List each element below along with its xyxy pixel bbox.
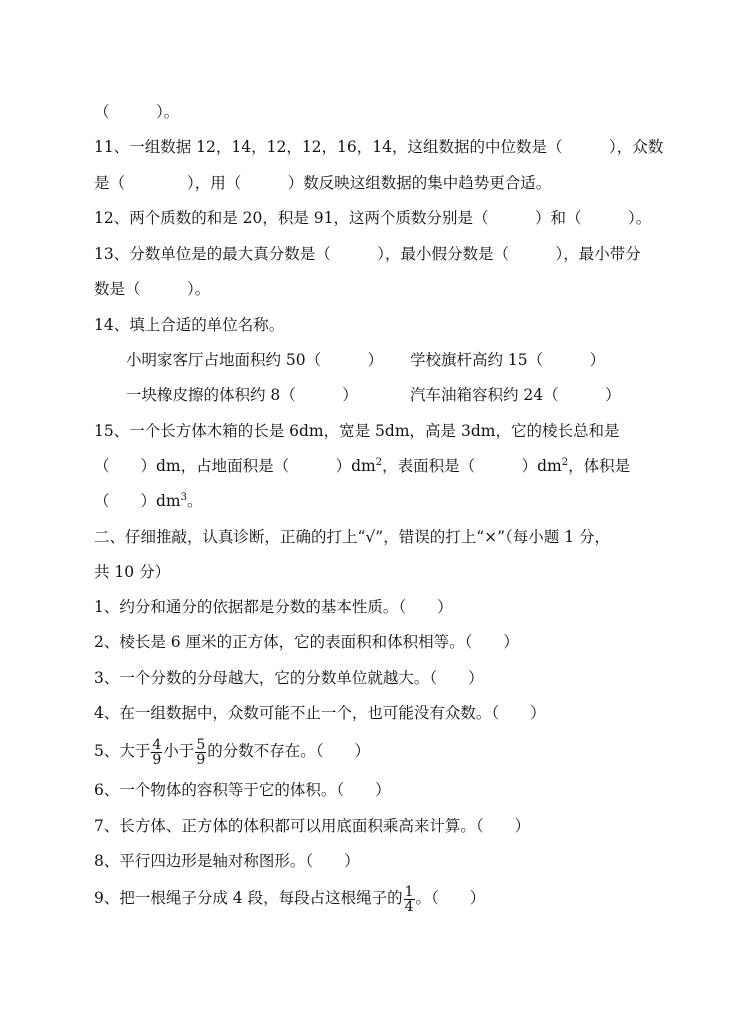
superscript: 2 [561, 456, 569, 468]
text: 数是（ ）。 [94, 280, 211, 298]
text: 学校旗杆高约 15（ ） [410, 351, 606, 369]
text: 8、平行四边形是轴对称图形。（ ） [94, 852, 360, 870]
text: 小于 [163, 742, 195, 760]
numerator: 4 [152, 736, 162, 753]
text: 一块橡皮擦的体积约 8（ ） [126, 386, 358, 404]
numerator: 5 [196, 736, 206, 753]
denominator: 9 [152, 751, 162, 768]
line-continuation [94, 97, 652, 127]
text: 是（ ），用（ ）数反映这组数据的集中趋势更合适。 [94, 174, 552, 192]
text: 。（ ） [415, 889, 486, 907]
text: 5、大于 [94, 742, 151, 760]
section-2-heading-cont [94, 557, 652, 587]
question-13 [94, 239, 652, 269]
fraction [195, 738, 206, 767]
question-12 [94, 203, 652, 233]
superscript: 3 [180, 491, 187, 503]
text: 14、填上合适的单位名称。 [94, 316, 285, 334]
text: 二、仔细推敲，认真诊断，正确的打上“√”，错误的打上“×”（每小题 1 分， [94, 528, 611, 546]
text: 的分数不存在。（ ） [207, 742, 370, 760]
question-15 [94, 416, 652, 446]
superscript: 2 [375, 456, 383, 468]
question-11 [94, 132, 664, 162]
text: 。 [187, 492, 203, 510]
question-14-item-2 [410, 345, 652, 375]
text: ，表面积是（ ）dm [382, 457, 562, 475]
judge-item-4 [94, 698, 652, 728]
text: 共 10 分） [94, 563, 171, 581]
text: 11、一组数据 12，14，12，12，16，14，这组数据的中位数是（ ），众数 [94, 138, 664, 156]
text: 12、两个质数的和是 20，积是 91，这两个质数分别是（ ）和（ ）。 [94, 209, 652, 227]
denominator: 9 [196, 751, 206, 768]
text: 1、约分和通分的依据都是分数的基本性质。（ ） [94, 598, 453, 616]
text: 3、一个分数的分母越大，它的分数单位就越大。（ ） [94, 669, 484, 687]
text: 2、棱长是 6 厘米的正方体，它的表面积和体积相等。（ ） [94, 633, 519, 651]
text: 13、分数单位是的最大真分数是（ ），最小假分数是（ ），最小带分 [94, 245, 641, 263]
judge-item-9 [94, 880, 652, 916]
judge-item-5 [94, 733, 652, 769]
text: 小明家客厅占地面积约 50（ ） [126, 351, 384, 369]
text: （ ）dm，占地面积是（ ）dm [94, 457, 376, 475]
question-11-cont [94, 168, 652, 198]
judge-item-8 [94, 846, 652, 876]
question-15-cont [94, 451, 652, 481]
section-2-heading [94, 522, 652, 552]
judge-item-1 [94, 592, 652, 622]
text: 9、把一根绳子分成 4 段，每段占这根绳子的 [94, 889, 403, 907]
numerator: 1 [404, 883, 414, 900]
question-13-cont [94, 274, 652, 304]
fraction [404, 885, 415, 914]
question-14-item-4 [410, 380, 652, 410]
question-15-cont-2 [94, 486, 652, 516]
text: 7、长方体、正方体的体积都可以用底面积乘高来计算。（ ） [94, 817, 531, 835]
judge-item-7 [94, 811, 652, 841]
text: 6、一个物体的容积等于它的体积。（ ） [94, 781, 391, 799]
denominator: 4 [404, 898, 414, 915]
judge-item-6 [94, 775, 652, 805]
text: 汽车油箱容积约 24（ ） [410, 386, 621, 404]
text: 4、在一组数据中，众数可能不止一个，也可能没有众数。（ ） [94, 704, 546, 722]
question-14 [94, 310, 652, 340]
judge-item-2 [94, 627, 652, 657]
text: （ ）。 [94, 103, 180, 121]
text: （ ）dm [94, 492, 181, 510]
fraction [151, 738, 162, 767]
text: 15、一个长方体木箱的长是 6dm，宽是 5dm，高是 3dm，它的棱长总和是 [94, 422, 620, 440]
judge-item-3 [94, 663, 652, 693]
text: ，体积是 [568, 457, 631, 475]
